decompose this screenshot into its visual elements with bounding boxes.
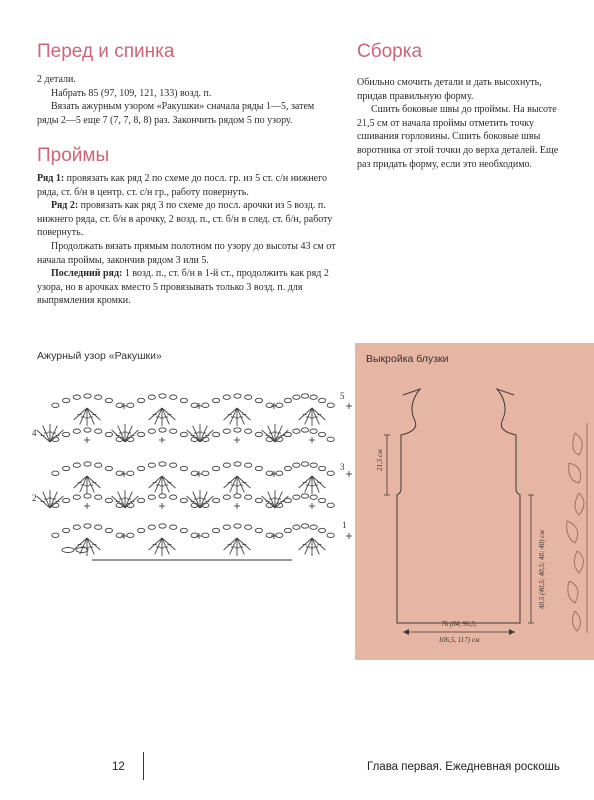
paragraph: Ряд 1: провязать как ряд 2 по схеме до посл. гр. из 5 ст. с/н нижнего ряда, ст. б/н в центр. ст. с/н гр., работу повернуть. xyxy=(37,173,327,198)
chain-stitch xyxy=(52,533,59,537)
chain-stitch xyxy=(148,525,155,529)
double-crochet-stitch xyxy=(87,538,100,550)
chain-stitch xyxy=(138,528,145,532)
chain-stitch xyxy=(319,432,326,436)
chain-stitch xyxy=(284,398,291,402)
double-crochet-stitch xyxy=(299,476,312,488)
double-crochet-stitch xyxy=(162,408,175,420)
chain-stitch xyxy=(95,495,102,499)
chain-stitch xyxy=(310,463,317,467)
chain-stitch xyxy=(191,403,198,407)
chain-stitch xyxy=(223,495,230,499)
row-number: 5 xyxy=(340,391,345,401)
page-number: 12 xyxy=(112,761,125,773)
chain-stitch xyxy=(159,524,166,528)
double-crochet-stitch xyxy=(43,492,50,508)
double-crochet-stitch xyxy=(237,408,250,420)
double-crochet-stitch xyxy=(275,430,288,442)
double-crochet-stitch xyxy=(125,426,132,442)
chain-stitch xyxy=(105,528,112,532)
double-crochet-stitch xyxy=(237,538,244,554)
chain-stitch xyxy=(245,429,252,433)
double-crochet-stitch xyxy=(50,492,57,508)
chain-stitch xyxy=(63,466,70,470)
double-crochet-stitch xyxy=(162,476,175,488)
double-crochet-stitch xyxy=(312,476,325,488)
chain-stitch xyxy=(138,432,145,436)
double-crochet-stitch xyxy=(200,492,207,508)
paragraph: Сшить боковые швы до проймы. На высоте 21,5 см от начала проймы отметить точку сшивания горловины. Сшить боковые швы воротника от этой точки до верха деталей. Еще раз придать форму, если это необходимо. xyxy=(357,104,559,170)
double-crochet-stitch xyxy=(74,476,87,488)
double-crochet-stitch xyxy=(118,426,125,442)
section-title-assembly: Сборка xyxy=(357,41,423,62)
chain-stitch xyxy=(234,494,241,498)
double-crochet-stitch xyxy=(87,476,94,492)
chain-stitch xyxy=(148,495,155,499)
chapter-title: Глава первая. Ежедневная роскошь xyxy=(367,761,560,773)
chain-stitch xyxy=(73,395,80,399)
double-crochet-stitch xyxy=(275,496,288,508)
double-crochet-stitch xyxy=(237,408,244,424)
chain-stitch xyxy=(327,437,334,441)
double-crochet-stitch xyxy=(312,538,319,554)
chain-stitch xyxy=(170,463,177,467)
double-crochet-stitch xyxy=(268,492,275,508)
chain-stitch xyxy=(191,533,198,537)
double-crochet-stitch xyxy=(312,538,325,550)
chain-stitch xyxy=(105,498,112,502)
chain-stitch xyxy=(310,495,317,499)
chain-stitch xyxy=(202,403,209,407)
chain-stitch xyxy=(255,528,262,532)
chain-stitch xyxy=(138,466,145,470)
double-crochet-stitch xyxy=(149,476,162,488)
chain-stitch xyxy=(52,471,59,475)
height-label: 21,5 см xyxy=(376,449,384,471)
row-number: 4 xyxy=(32,428,37,438)
double-crochet-stitch xyxy=(162,538,175,550)
chain-stitch xyxy=(255,398,262,402)
double-crochet-stitch xyxy=(87,538,94,554)
front-back-text xyxy=(37,73,327,127)
chain-stitch xyxy=(284,528,291,532)
double-crochet-stitch xyxy=(87,408,94,424)
double-crochet-stitch xyxy=(50,430,63,442)
chain-stitch xyxy=(319,398,326,402)
chain-stitch xyxy=(105,398,112,402)
chain-stitch xyxy=(170,395,177,399)
double-crochet-stitch xyxy=(112,430,125,442)
chain-stitch xyxy=(116,403,123,407)
chain-stitch xyxy=(327,533,334,537)
double-crochet-stitch xyxy=(312,476,319,492)
double-crochet-stitch xyxy=(305,476,312,492)
chain-stitch xyxy=(213,498,220,502)
double-crochet-stitch xyxy=(187,496,200,508)
double-crochet-stitch xyxy=(224,476,237,488)
chain-stitch xyxy=(223,525,230,529)
chain-stitch xyxy=(234,394,241,398)
double-crochet-stitch xyxy=(155,476,162,492)
chain-stitch xyxy=(84,428,91,432)
chain-stitch xyxy=(245,525,252,529)
chain-stitch xyxy=(105,466,112,470)
double-crochet-stitch xyxy=(50,426,57,442)
double-crochet-stitch xyxy=(87,408,100,420)
chain-stitch xyxy=(170,525,177,529)
double-crochet-stitch xyxy=(268,426,275,442)
double-crochet-stitch xyxy=(275,492,282,508)
chain-stitch xyxy=(105,432,112,436)
chain-stitch xyxy=(284,466,291,470)
double-crochet-stitch xyxy=(37,496,50,508)
paragraph: Вязать ажурным узором «Ракушки» сначала ряды 1—5, затем ряды 2—5 еще 7 (7, 7, 8, 8) раз. Закончить рядом 5 по узору. xyxy=(37,101,315,126)
double-crochet-stitch xyxy=(230,476,237,492)
chain-stitch xyxy=(180,398,187,402)
double-crochet-stitch xyxy=(200,426,207,442)
shell-stitch-chart xyxy=(30,372,355,567)
chain-stitch xyxy=(310,525,317,529)
double-crochet-stitch xyxy=(87,476,100,488)
chain-stitch xyxy=(319,466,326,470)
double-crochet-stitch xyxy=(237,538,250,550)
chain-stitch xyxy=(327,403,334,407)
double-crochet-stitch xyxy=(230,408,237,424)
double-crochet-stitch xyxy=(299,408,312,420)
chain-stitch xyxy=(266,533,273,537)
double-crochet-stitch xyxy=(149,408,162,420)
chain-stitch xyxy=(310,395,317,399)
chain-stitch xyxy=(116,471,123,475)
chart-caption: Ажурный узор «Ракушки» xyxy=(37,350,162,362)
chain-stitch xyxy=(276,403,283,407)
chain-stitch xyxy=(180,466,187,470)
double-crochet-stitch xyxy=(312,408,319,424)
chain-stitch xyxy=(223,395,230,399)
chain-stitch xyxy=(73,495,80,499)
row-number: 3 xyxy=(340,462,345,472)
armholes-text xyxy=(37,172,337,308)
double-crochet-stitch xyxy=(224,538,237,550)
chain-stitch xyxy=(213,398,220,402)
double-crochet-stitch xyxy=(155,538,162,554)
double-crochet-stitch xyxy=(125,492,132,508)
width-label-line-1: 76 (84, 96,5, xyxy=(441,620,477,628)
chain-stitch xyxy=(180,498,187,502)
chain-stitch xyxy=(255,498,262,502)
double-crochet-stitch xyxy=(74,408,87,420)
double-crochet-stitch xyxy=(149,538,162,550)
section-title-armholes: Проймы xyxy=(37,145,110,166)
double-crochet-stitch xyxy=(305,408,312,424)
chain-stitch xyxy=(138,398,145,402)
chain-stitch xyxy=(138,498,145,502)
chain-stitch xyxy=(234,462,241,466)
chain-stitch xyxy=(95,525,102,529)
paragraph: Ряд 2: провязать как ряд 3 по схеме до посл. арочки из 5 возд. п. нижнего ряда, ст. б/н в арочку, 2 возд. п., ст. б/н в след. ст. б/н, работу повернуть. xyxy=(37,200,333,239)
chain-stitch xyxy=(127,471,134,475)
blouse-outline xyxy=(397,389,520,623)
chain-stitch xyxy=(191,471,198,475)
side-label: 40,5 (40,5; 40,5; 40; 40) см xyxy=(538,530,546,609)
double-crochet-stitch xyxy=(305,538,312,554)
chain-stitch xyxy=(293,495,300,499)
chain-stitch xyxy=(73,525,80,529)
chain-stitch xyxy=(159,428,166,432)
chain-stitch xyxy=(84,524,91,528)
double-crochet-stitch xyxy=(155,408,162,424)
footer-divider xyxy=(143,752,144,780)
row-number: 2 xyxy=(32,493,37,503)
chain-stitch xyxy=(276,471,283,475)
double-crochet-stitch xyxy=(200,496,213,508)
chain-stitch xyxy=(234,428,241,432)
chain-stitch xyxy=(293,429,300,433)
double-crochet-stitch xyxy=(80,408,87,424)
chain-stitch xyxy=(127,403,134,407)
double-crochet-stitch xyxy=(299,538,312,550)
chain-stitch xyxy=(266,471,273,475)
double-crochet-stitch xyxy=(125,430,138,442)
chain-stitch xyxy=(116,533,123,537)
double-crochet-stitch xyxy=(275,426,282,442)
double-crochet-stitch xyxy=(162,476,169,492)
chain-stitch xyxy=(84,394,91,398)
double-crochet-stitch xyxy=(162,538,169,554)
chain-stitch xyxy=(63,528,70,532)
chain-stitch xyxy=(319,498,326,502)
paragraph: 2 детали. xyxy=(37,74,76,85)
chain-stitch xyxy=(159,494,166,498)
chain-stitch xyxy=(245,463,252,467)
assembly-text xyxy=(357,76,567,171)
chain-stitch xyxy=(148,463,155,467)
chain-stitch xyxy=(293,525,300,529)
chain-stitch xyxy=(301,494,308,498)
chain-stitch xyxy=(310,429,317,433)
double-crochet-stitch xyxy=(43,426,50,442)
double-crochet-stitch xyxy=(37,430,50,442)
chain-stitch xyxy=(301,428,308,432)
chain-stitch xyxy=(245,395,252,399)
chain-stitch xyxy=(276,533,283,537)
chain-stitch xyxy=(95,395,102,399)
chain-stitch xyxy=(213,528,220,532)
chain-stitch xyxy=(170,495,177,499)
paragraph: Обильно смочить детали и дать высохнуть, придав правильную форму. xyxy=(357,77,542,102)
chain-stitch xyxy=(301,394,308,398)
double-crochet-stitch xyxy=(200,430,213,442)
chain-stitch xyxy=(52,403,59,407)
double-crochet-stitch xyxy=(125,496,138,508)
section-title-front-back: Перед и спинка xyxy=(37,41,175,62)
chain-stitch xyxy=(95,463,102,467)
chain-stitch xyxy=(62,548,74,553)
chain-stitch xyxy=(148,395,155,399)
blouse-pattern-drawing xyxy=(355,343,575,660)
chain-stitch xyxy=(180,432,187,436)
chain-stitch xyxy=(95,429,102,433)
chain-stitch xyxy=(293,395,300,399)
chain-stitch xyxy=(63,398,70,402)
paragraph: Набрать 85 (97, 109, 121, 133) возд. п. xyxy=(51,87,212,99)
chain-stitch xyxy=(301,462,308,466)
chain-stitch xyxy=(202,471,209,475)
chain-stitch xyxy=(202,533,209,537)
double-crochet-stitch xyxy=(262,496,275,508)
chain-stitch xyxy=(245,495,252,499)
chain-stitch xyxy=(84,462,91,466)
chain-stitch xyxy=(63,498,70,502)
double-crochet-stitch xyxy=(230,538,237,554)
double-crochet-stitch xyxy=(187,430,200,442)
chain-stitch xyxy=(127,533,134,537)
chain-stitch xyxy=(234,524,241,528)
chain-stitch xyxy=(170,429,177,433)
double-crochet-stitch xyxy=(237,476,244,492)
chain-stitch xyxy=(159,394,166,398)
chain-stitch xyxy=(63,432,70,436)
chain-stitch xyxy=(319,528,326,532)
pattern-caption: Выкройка блузки xyxy=(366,353,449,365)
chain-stitch xyxy=(159,462,166,466)
chain-stitch xyxy=(148,429,155,433)
chain-stitch xyxy=(266,403,273,407)
chain-stitch xyxy=(84,494,91,498)
double-crochet-stitch xyxy=(237,476,250,488)
paragraph: Продолжать вязать прямым полотном по узору до высоты 43 см от начала проймы, закончив рядом 3 или 5. xyxy=(37,240,336,266)
chain-stitch xyxy=(293,463,300,467)
chain-stitch xyxy=(180,528,187,532)
chain-stitch xyxy=(301,524,308,528)
double-crochet-stitch xyxy=(193,492,200,508)
chain-stitch xyxy=(73,463,80,467)
double-crochet-stitch xyxy=(312,408,325,420)
double-crochet-stitch xyxy=(262,430,275,442)
chain-stitch xyxy=(327,503,334,507)
chain-stitch xyxy=(213,432,220,436)
double-crochet-stitch xyxy=(193,426,200,442)
double-crochet-stitch xyxy=(118,492,125,508)
chain-stitch xyxy=(73,429,80,433)
chain-stitch xyxy=(255,432,262,436)
double-crochet-stitch xyxy=(50,496,63,508)
chain-stitch xyxy=(223,429,230,433)
row-number: 1 xyxy=(342,520,347,530)
double-crochet-stitch xyxy=(74,538,87,550)
chain-stitch xyxy=(213,466,220,470)
chain-stitch xyxy=(255,466,262,470)
chain-stitch xyxy=(327,471,334,475)
chain-stitch xyxy=(223,463,230,467)
double-crochet-stitch xyxy=(224,408,237,420)
double-crochet-stitch xyxy=(112,496,125,508)
double-crochet-stitch xyxy=(162,408,169,424)
double-crochet-stitch xyxy=(80,476,87,492)
width-label-line-2: 106,5, 117) см xyxy=(438,636,480,644)
paragraph: Последний ряд: 1 возд. п., ст. б/н в 1-й ст., продолжить как ряд 2 узора, но в арочках вместо 5 провязывать только 3 возд. п. для выпрямления кромки. xyxy=(37,268,329,307)
